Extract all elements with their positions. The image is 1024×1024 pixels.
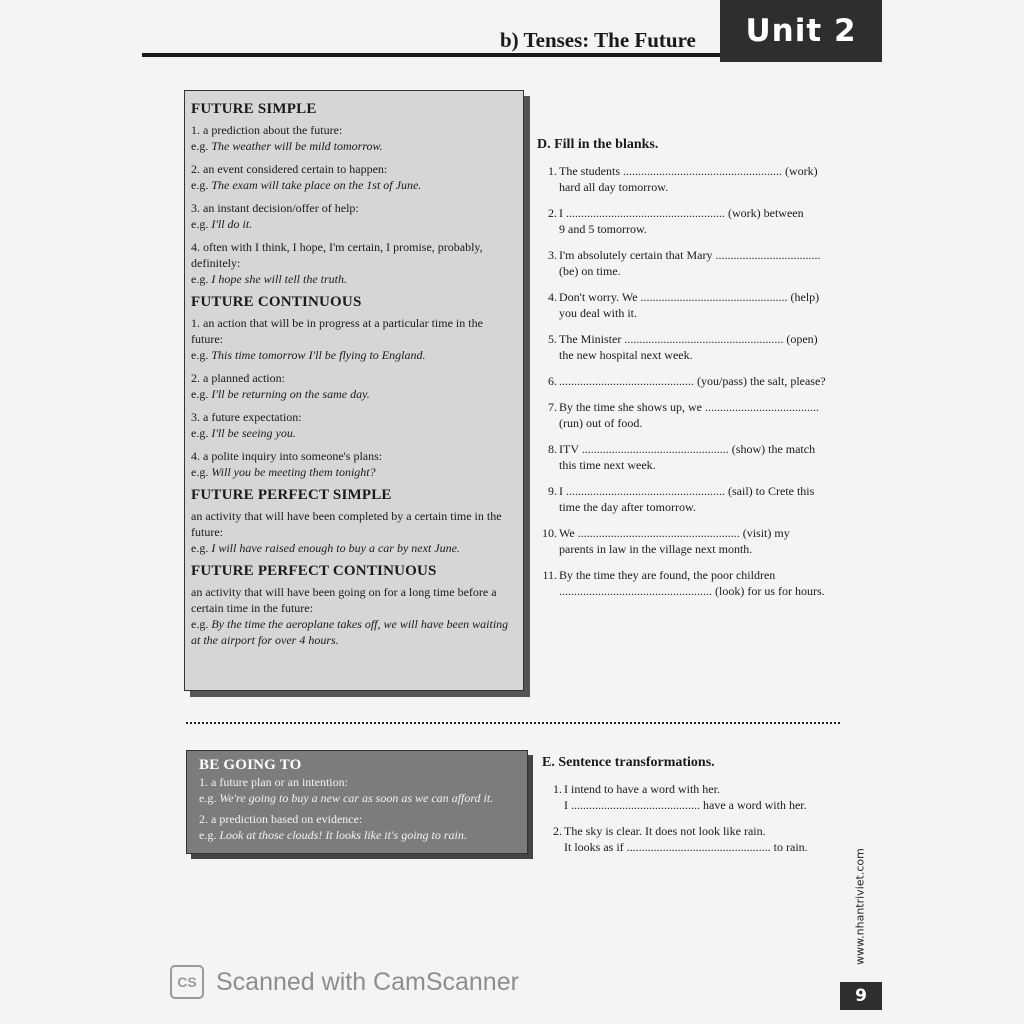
question-line: I'm absolutely certain that Mary ................................... xyxy=(559,248,821,262)
question-line: I ........................................... have a word with her. xyxy=(564,798,807,812)
rule-item xyxy=(199,774,515,806)
exercise-question xyxy=(537,331,847,363)
rule-text: 2. a planned action: xyxy=(191,371,285,385)
camscanner-icon: CS xyxy=(170,965,204,999)
rule-item xyxy=(191,448,517,480)
rule-example: e.g. This time tomorrow I'll be flying to England. xyxy=(191,348,426,362)
rule-example: e.g. We're going to buy a new car as soon as we can afford it. xyxy=(199,791,494,805)
rule-example: e.g. Will you be meeting them tonight? xyxy=(191,465,376,479)
question-line: 9 and 5 tomorrow. xyxy=(559,222,647,236)
question-line: By the time they are found, the poor children xyxy=(559,568,776,582)
rule-item xyxy=(191,122,517,154)
question-line: I ..................................................... (work) between xyxy=(559,206,804,220)
rule-text: 4. a polite inquiry into someone's plans: xyxy=(191,449,383,463)
exercise-question xyxy=(537,163,847,195)
exercise-d xyxy=(537,137,847,609)
question-number: 7. xyxy=(548,400,557,414)
question-line: By the time she shows up, we ...................................... xyxy=(559,400,819,414)
exercise-e-title: E. Sentence transformations. xyxy=(542,755,715,770)
question-line: I intend to have a word with her. xyxy=(564,782,720,796)
rule-text: 1. a future plan or an intention: xyxy=(199,775,348,789)
be-going-to-title: BE GOING TO xyxy=(199,757,302,773)
question-number: 2. xyxy=(553,824,562,838)
rule-item xyxy=(191,200,517,232)
rule-example: e.g. I'll be seeing you. xyxy=(191,426,296,440)
question-line: you deal with it. xyxy=(559,306,637,320)
rule-example: e.g. I'll do it. xyxy=(191,217,253,231)
future-perfect-continuous-title: FUTURE PERFECT CONTINUOUS xyxy=(191,563,437,579)
rule-text: 2. a prediction based on evidence: xyxy=(199,812,363,826)
question-line: the new hospital next week. xyxy=(559,348,693,362)
rule-example: e.g. By the time the aeroplane takes off, we will have been waiting at the airport for over 4 hours. xyxy=(191,617,509,647)
rule-text: 1. a prediction about the future: xyxy=(191,123,343,137)
rule-text: 3. an instant decision/offer of help: xyxy=(191,201,359,215)
question-number: 11. xyxy=(542,568,557,582)
watermark-text: Scanned with CamScanner xyxy=(216,967,519,996)
rule-item xyxy=(199,811,515,843)
question-number: 1. xyxy=(553,782,562,796)
grammar-reference-box xyxy=(184,90,524,691)
section-divider xyxy=(186,722,840,724)
question-line: ITV ................................................. (show) the match xyxy=(559,442,816,456)
question-line: ................................................... (look) for us for hours. xyxy=(559,584,825,598)
exercise-e xyxy=(542,755,842,865)
rule-item xyxy=(191,508,517,556)
rule-item xyxy=(191,239,517,287)
question-line: The sky is clear. It does not look like rain. xyxy=(564,824,766,838)
question-line: The Minister ..................................................... (open) xyxy=(559,332,818,346)
rule-item xyxy=(191,370,517,402)
page-number: 9 xyxy=(840,982,882,1010)
rule-text: 4. often with I think, I hope, I'm certain, I promise, probably, definitely: xyxy=(191,240,483,270)
question-line: (be) on time. xyxy=(559,264,621,278)
rule-item xyxy=(191,315,517,363)
rule-item xyxy=(191,584,517,648)
exercise-question xyxy=(542,823,842,855)
question-line: Don't worry. We ................................................. (help) xyxy=(559,290,820,304)
question-line: parents in law in the village next month. xyxy=(559,542,753,556)
question-number: 5. xyxy=(548,332,557,346)
rule-example: e.g. The exam will take place on the 1st of June. xyxy=(191,178,422,192)
exercise-question xyxy=(537,247,847,279)
question-line: It looks as if ................................................ to rain. xyxy=(564,840,808,854)
rule-example: e.g. Look at those clouds! It looks like it's going to rain. xyxy=(199,828,467,842)
be-going-to-box xyxy=(186,750,528,854)
rule-example: e.g. I'll be returning on the same day. xyxy=(191,387,370,401)
question-line: this time next week. xyxy=(559,458,656,472)
rule-text: 3. a future expectation: xyxy=(191,410,302,424)
rule-text: 2. an event considered certain to happen: xyxy=(191,162,388,176)
rule-item xyxy=(191,161,517,193)
rule-item xyxy=(191,409,517,441)
question-line: I ..................................................... (sail) to Crete this xyxy=(559,484,815,498)
question-line: hard all day tomorrow. xyxy=(559,180,669,194)
question-line: time the day after tomorrow. xyxy=(559,500,696,514)
question-line: (run) out of food. xyxy=(559,416,643,430)
question-number: 6. xyxy=(548,374,557,388)
rule-example: e.g. I will have raised enough to buy a car by next June. xyxy=(191,541,460,555)
page-section-title: b) Tenses: The Future xyxy=(500,28,696,52)
question-number: 4. xyxy=(548,290,557,304)
exercise-question xyxy=(537,373,847,389)
unit-badge: Unit 2 xyxy=(720,0,882,62)
rule-text: 1. an action that will be in progress at a particular time in the future: xyxy=(191,316,483,346)
question-number: 2. xyxy=(548,206,557,220)
exercise-question xyxy=(537,483,847,515)
future-perfect-simple-title: FUTURE PERFECT SIMPLE xyxy=(191,487,392,503)
question-number: 10. xyxy=(542,526,557,540)
exercise-d-title: D. Fill in the blanks. xyxy=(537,137,659,152)
question-number: 1. xyxy=(548,164,557,178)
question-number: 3. xyxy=(548,248,557,262)
exercise-question xyxy=(542,781,842,813)
rule-example: e.g. I hope she will tell the truth. xyxy=(191,272,347,286)
future-simple-title: FUTURE SIMPLE xyxy=(191,101,317,117)
exercise-question xyxy=(537,205,847,237)
rule-example: e.g. The weather will be mild tomorrow. xyxy=(191,139,383,153)
publisher-website: www.nhantriviet.com xyxy=(853,848,867,965)
exercise-question xyxy=(537,567,847,599)
camscanner-watermark xyxy=(170,965,519,999)
exercise-question xyxy=(537,399,847,431)
rule-text: an activity that will have been going on for a long time before a certain time in the future: xyxy=(191,585,497,615)
rule-text: an activity that will have been completed by a certain time in the future: xyxy=(191,509,502,539)
question-line: The students ..................................................... (work) xyxy=(559,164,818,178)
question-number: 9. xyxy=(548,484,557,498)
future-continuous-title: FUTURE CONTINUOUS xyxy=(191,294,362,310)
exercise-question xyxy=(537,289,847,321)
question-line: We ...................................................... (visit) my xyxy=(559,526,790,540)
exercise-question xyxy=(537,525,847,557)
exercise-question xyxy=(537,441,847,473)
question-line: ............................................. (you/pass) the salt, please? xyxy=(559,374,826,388)
question-number: 8. xyxy=(548,442,557,456)
